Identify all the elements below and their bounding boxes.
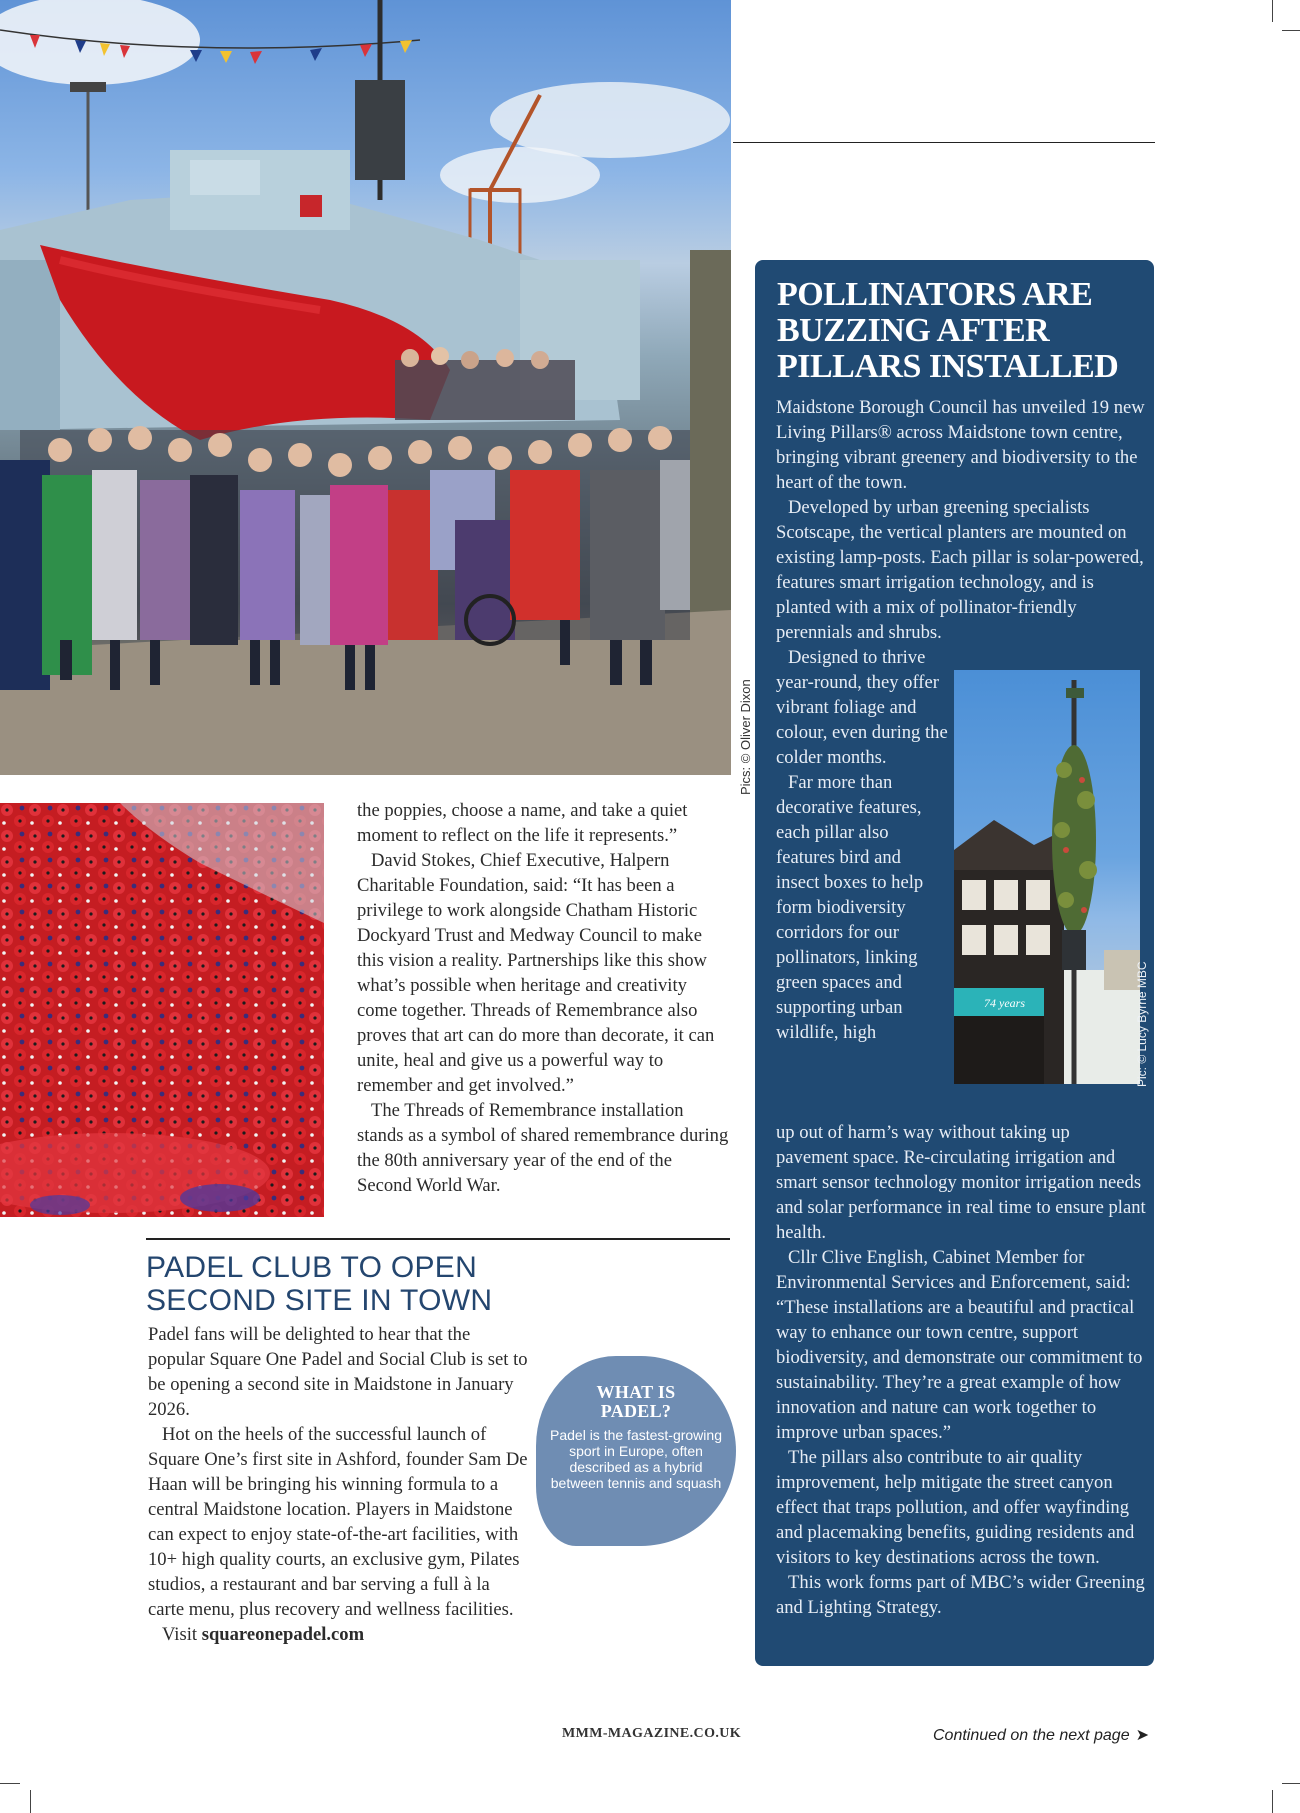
crop-mark [1282, 1783, 1300, 1784]
paragraph: David Stokes, Chief Executive, Halpern Charitable Foundation, said: “It has been a privilege to work alongside Chatham Historic Dockyard Trust and Medway Council to make this vision a reality. Partnerships like this show what’s possible when heritage and creativity come together. Threads of Remembrance also proves that art can do more than decorate, it can unite, heal and give us a powerful way to remember and get involved.” [357, 850, 715, 1096]
top-rule [733, 142, 1155, 143]
paragraph: Far more than decorative features, each pillar also features bird and insect boxes to help form biodiversity corridors for our pollinators, linking green spaces and supporting urban wildlife, high [776, 772, 924, 1043]
sidebar-headline: POLLINATORS ARE BUZZING AFTER PILLARS INSTALLED [777, 276, 1119, 385]
sidebar-narrow-column [776, 645, 948, 1045]
footer-website[interactable]: MMM-MAGAZINE.CO.UK [562, 1726, 742, 1741]
bubble-text: Padel is the fastest-growing sport in Europe, often described as a hybrid between tennis and squash [550, 1427, 722, 1491]
paragraph: The Threads of Remembrance installation stands as a symbol of shared remembrance during the 80th anniversary year of the end of the Second World War. [357, 1100, 729, 1196]
group-photo-hms-cavalier [0, 0, 731, 775]
paragraph: up out of harm’s way without taking up pavement space. Re-circulating irrigation and smart sensor technology monitor irrigation needs and solar performance in real time to ensure plant health. [776, 1122, 1146, 1243]
bubble-title: WHAT IS PADEL? [596, 1382, 676, 1421]
paragraph: Maidstone Borough Council has unveiled 19 new Living Pillars® across Maidstone town centre, bringing vibrant greenery and biodiversity to the heart of the town. [776, 397, 1145, 493]
crop-mark [1272, 0, 1273, 22]
what-is-padel-bubble [536, 1356, 736, 1546]
paragraph: Designed to thrive year-round, they offer vibrant foliage and colour, even during the colder months. [776, 647, 948, 768]
poppies-article-text [357, 798, 731, 1198]
sidebar-continuation [776, 1120, 1146, 1620]
paragraph: the poppies, choose a name, and take a quiet moment to reflect on the life it represents.” [357, 800, 688, 846]
paragraph: This work forms part of MBC’s wider Greening and Lighting Strategy. [776, 1572, 1145, 1618]
website-link[interactable]: squareonepadel.com [201, 1624, 365, 1645]
visit-prefix: Visit [162, 1624, 198, 1645]
crop-mark [1272, 1790, 1273, 1813]
continued-text: Continued on the next page [933, 1727, 1130, 1744]
shop-sign: 74 years [984, 996, 1025, 1010]
visit-line [148, 1622, 528, 1647]
paragraph: Hot on the heels of the successful launch of Square One’s first site in Ashford, founder Sam De Haan will be bringing his winning formula to a central Maidstone location. Players in Maidstone can expect to enjoy state-of-the-art facilities, with 10+ high quality courts, an exclusive gym, Pilates studios, a restaurant and bar serving a full à la carte menu, plus recovery and wellness facilities. [148, 1424, 528, 1620]
padel-headline: PADEL CLUB TO OPEN SECOND SITE IN TOWN [146, 1251, 493, 1317]
poppy-knit-photo [0, 803, 324, 1217]
paragraph: The pillars also contribute to air quality improvement, help mitigate the street canyon effect that traps pollution, and offer wayfinding and placemaking benefits, guiding residents and visitors to key destinations across the town. [776, 1447, 1135, 1568]
poppy-knit-illustration [0, 803, 324, 1217]
padel-article-text [148, 1322, 528, 1647]
paragraph: Cllr Clive English, Cabinet Member for Environmental Services and Enforcement, said: “These installations are a beautiful and practical way to enhance our town centre, support biodiversity, and demonstrate our commitment to sustainability. They’re a great example of how innovation and nature can work together to improve urban spaces.” [776, 1247, 1143, 1443]
paragraph: Developed by urban greening specialists Scotscape, the vertical planters are mounted on existing lamp-posts. Each pillar is solar-powered, features smart irrigation technology, and is planted with a mix of pollinator-friendly perennials and shrubs. [776, 497, 1144, 643]
paragraph: Padel fans will be delighted to hear that the popular Square One Padel and Social Club is set to be opening a second site in Maidstone in January 2026. [148, 1324, 528, 1420]
crop-mark [1282, 30, 1300, 31]
section-rule [146, 1238, 730, 1240]
photo-credit-pillar: Pic: © Lucy Byrne MBC [1135, 961, 1149, 1087]
crop-mark [0, 1783, 20, 1784]
living-pillar-illustration [954, 670, 1140, 1084]
sidebar-intro [776, 395, 1146, 645]
living-pillar-photo [954, 670, 1140, 1084]
crop-mark [30, 1790, 31, 1813]
continued-note [933, 1725, 1149, 1745]
photo-credit-main: Pics: © Oliver Dixon [738, 679, 753, 795]
arrow-right-icon: ➤ [1135, 1727, 1150, 1744]
group-photo-illustration [0, 0, 731, 775]
